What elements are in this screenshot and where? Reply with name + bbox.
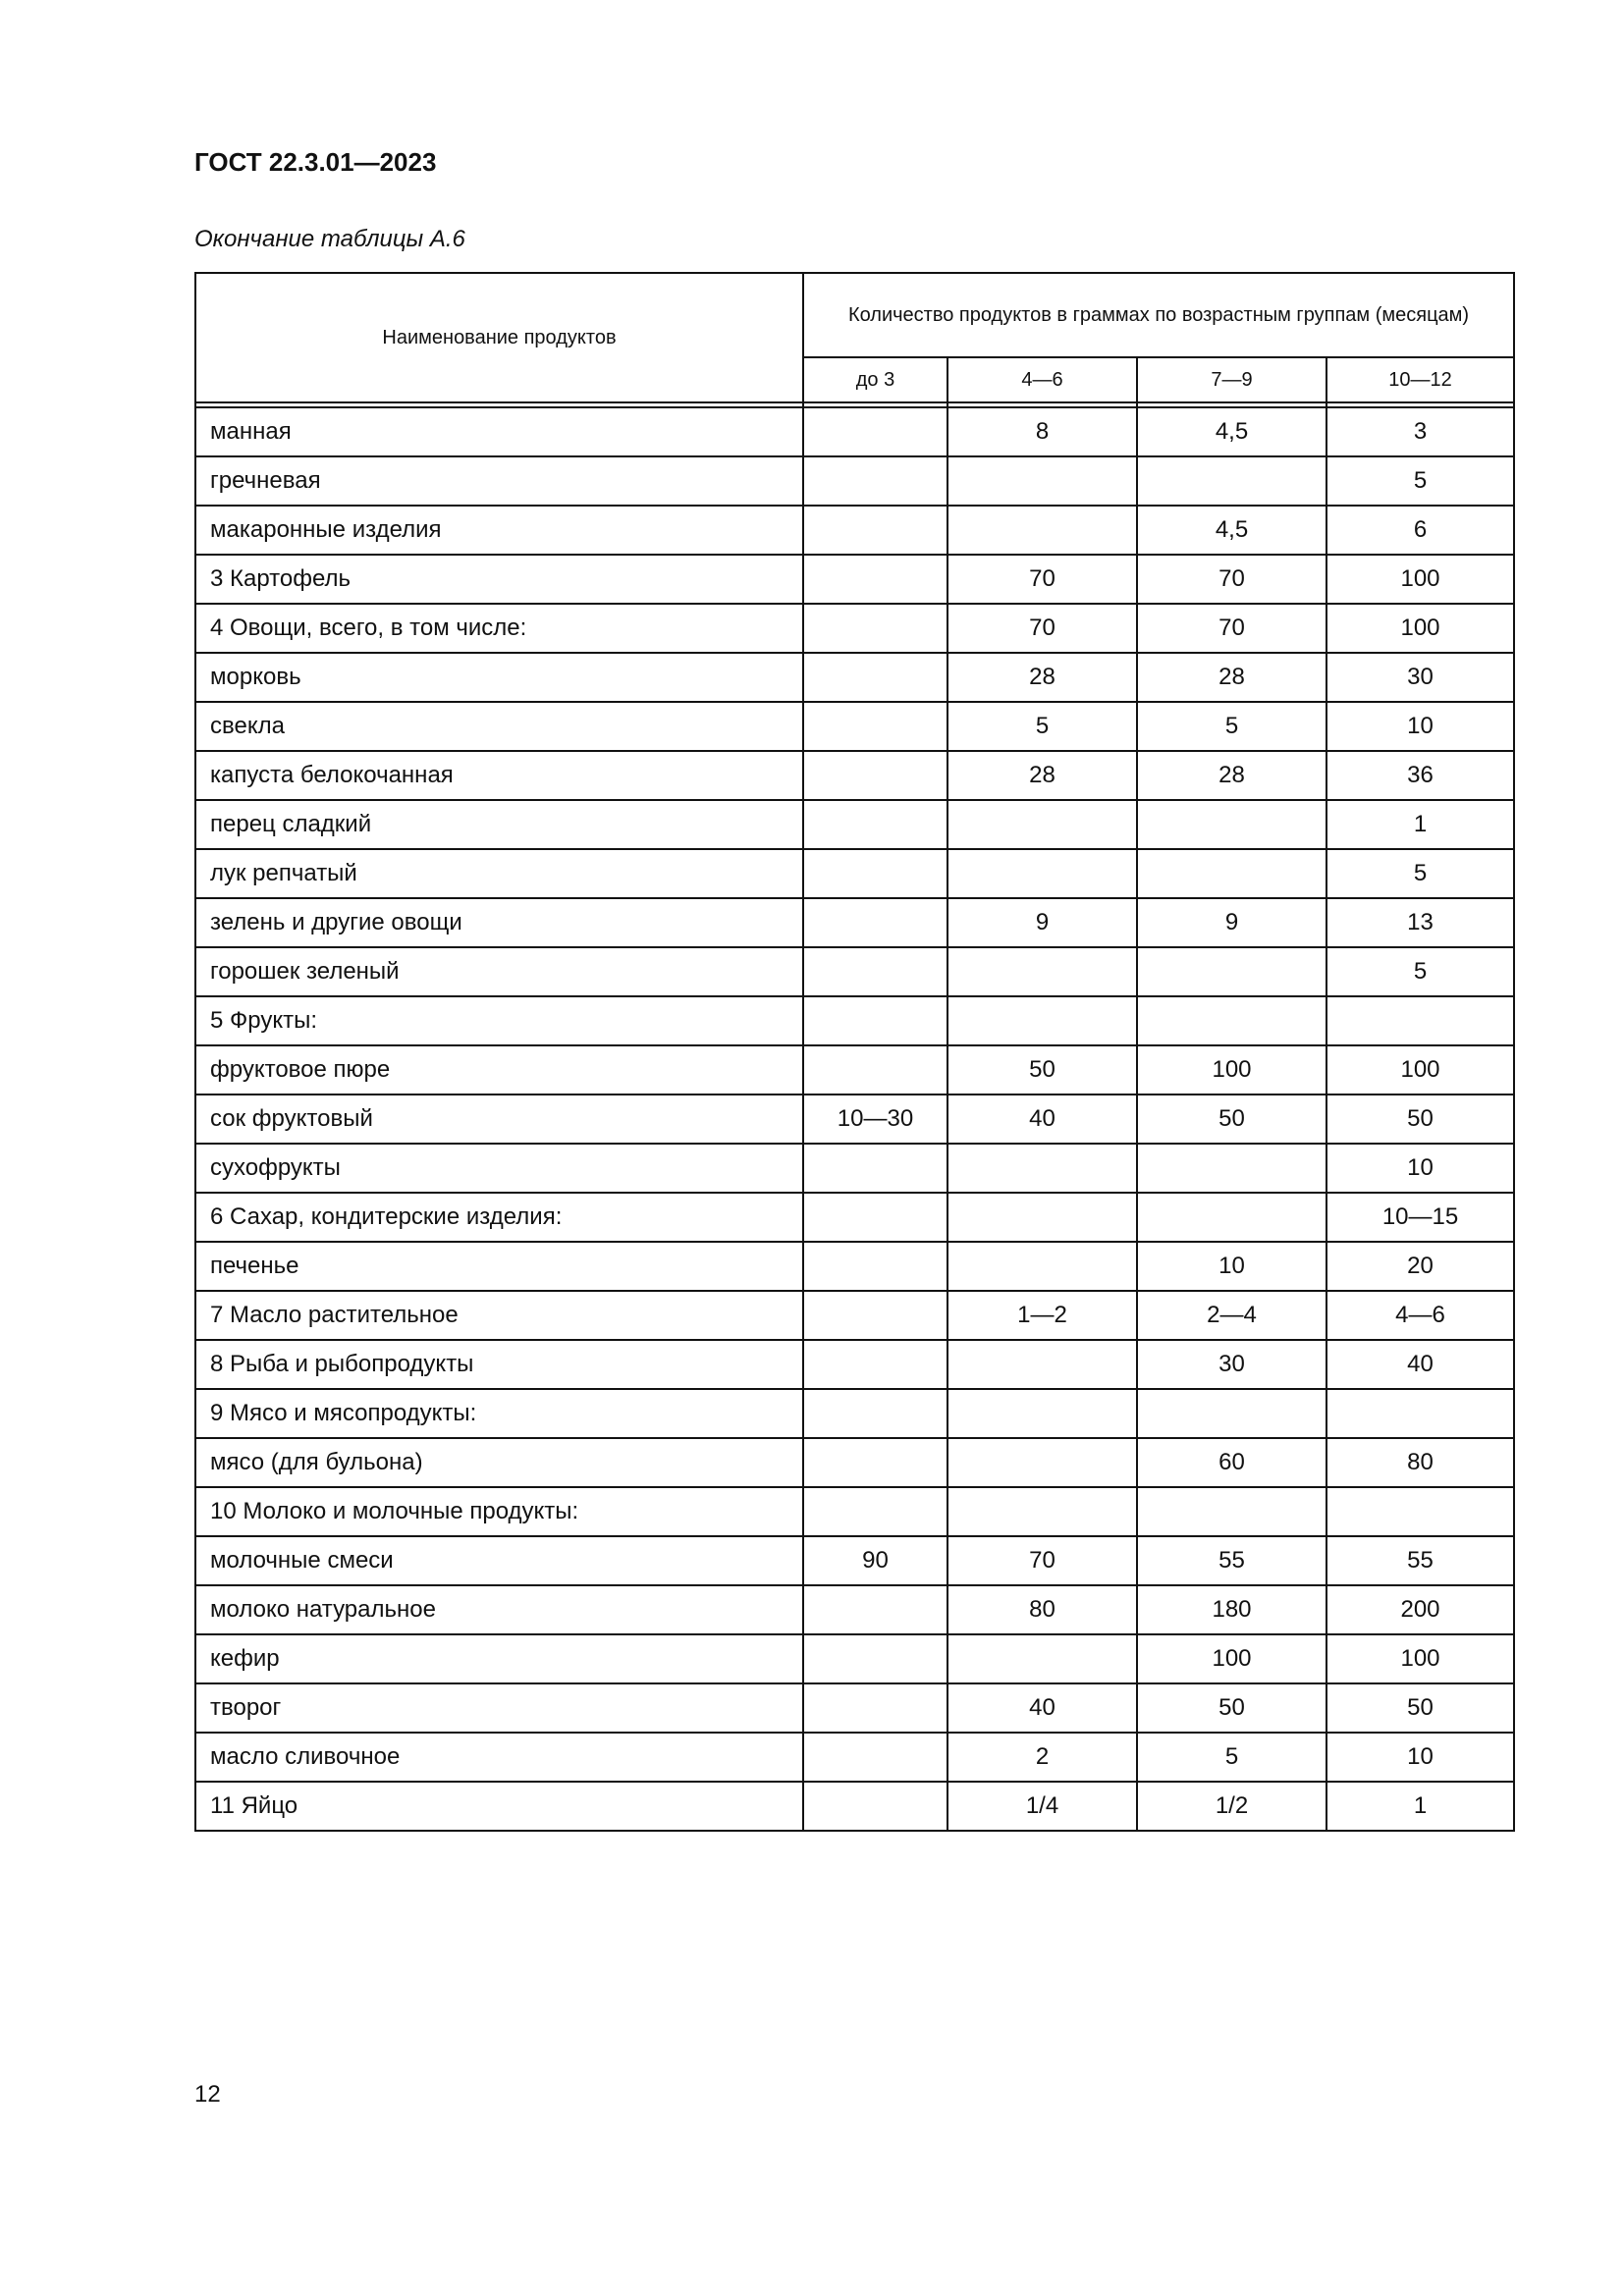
quantity-cell: 6 [1326,506,1514,555]
quantity-cell: 200 [1326,1585,1514,1634]
quantity-cell: 70 [947,555,1137,604]
quantity-cell [803,653,947,702]
product-name-cell: творог [195,1683,803,1733]
product-name-cell: печенье [195,1242,803,1291]
quantity-cell [1137,1144,1326,1193]
quantity-cell: 60 [1137,1438,1326,1487]
quantity-cell [803,1340,947,1389]
page-number: 12 [194,2081,221,2108]
table-row [195,1585,1514,1634]
product-name-cell: горошек зеленый [195,947,803,996]
quantity-cell [803,849,947,898]
quantity-cell: 55 [1137,1536,1326,1585]
product-name-cell: морковь [195,653,803,702]
quantity-cell [803,1291,947,1340]
table-row [195,653,1514,702]
quantity-cell: 5 [947,702,1137,751]
product-name-cell: 4 Овощи, всего, в том числе: [195,604,803,653]
quantity-cell: 1 [1326,800,1514,849]
quantity-cell: 50 [947,1045,1137,1095]
table-row [195,1095,1514,1144]
quantity-cell [1137,996,1326,1045]
quantity-cell: 1/4 [947,1782,1137,1831]
table-row [195,604,1514,653]
quantity-cell: 5 [1326,456,1514,506]
quantity-cell [803,604,947,653]
quantity-cell [1137,456,1326,506]
product-name-cell: фруктовое пюре [195,1045,803,1095]
product-name-cell: 8 Рыба и рыбопродукты [195,1340,803,1389]
quantity-cell: 100 [1326,1634,1514,1683]
quantity-cell: 50 [1326,1683,1514,1733]
product-name-cell: гречневая [195,456,803,506]
product-name-cell: зелень и другие овощи [195,898,803,947]
table-body [195,407,1514,1831]
age-group-header: Количество продуктов в граммах по возрастным группам (месяцам) [803,273,1514,357]
quantity-cell: 10—30 [803,1095,947,1144]
table-row [195,1683,1514,1733]
quantity-cell: 100 [1326,604,1514,653]
quantity-cell [803,751,947,800]
quantity-cell: 1—2 [947,1291,1137,1340]
quantity-cell: 10 [1326,1733,1514,1782]
quantity-cell: 28 [947,653,1137,702]
quantity-cell: 80 [1326,1438,1514,1487]
quantity-cell: 70 [947,604,1137,653]
quantity-cell [803,702,947,751]
table-row [195,555,1514,604]
table-row [195,947,1514,996]
quantity-cell: 5 [1326,849,1514,898]
quantity-cell [947,1340,1137,1389]
quantity-cell [803,898,947,947]
quantity-cell [803,1683,947,1733]
quantity-cell: 100 [1326,555,1514,604]
table-row [195,898,1514,947]
quantity-cell [803,1733,947,1782]
quantity-cell: 30 [1326,653,1514,702]
quantity-cell: 10 [1326,1144,1514,1193]
quantity-cell [947,849,1137,898]
quantity-cell [1137,800,1326,849]
quantity-cell: 20 [1326,1242,1514,1291]
product-name-cell: масло сливочное [195,1733,803,1782]
product-name-cell: лук репчатый [195,849,803,898]
product-name-cell: сухофрукты [195,1144,803,1193]
quantity-cell [1137,947,1326,996]
document-header: ГОСТ 22.3.01—2023 [194,147,437,177]
quantity-cell [1326,996,1514,1045]
quantity-cell: 5 [1137,702,1326,751]
quantity-cell: 70 [947,1536,1137,1585]
quantity-cell [803,800,947,849]
quantity-cell: 2 [947,1733,1137,1782]
table-row [195,1487,1514,1536]
quantity-cell: 36 [1326,751,1514,800]
product-name-cell: 9 Мясо и мясопродукты: [195,1389,803,1438]
quantity-cell [803,407,947,456]
quantity-cell: 10 [1137,1242,1326,1291]
quantity-cell: 100 [1326,1045,1514,1095]
products-table [194,272,1515,1832]
quantity-cell [803,1193,947,1242]
table-row [195,1782,1514,1831]
product-name-cell: 11 Яйцо [195,1782,803,1831]
table-caption: Окончание таблицы А.6 [194,226,465,252]
product-name-cell: капуста белокочанная [195,751,803,800]
quantity-cell: 50 [1326,1095,1514,1144]
quantity-cell [947,1144,1137,1193]
product-name-cell: 5 Фрукты: [195,996,803,1045]
quantity-cell: 10 [1326,702,1514,751]
quantity-cell [947,1634,1137,1683]
name-column-header: Наименование продуктов [195,273,803,402]
quantity-cell: 4—6 [1326,1291,1514,1340]
product-name-cell: макаронные изделия [195,506,803,555]
product-name-cell: 6 Сахар, кондитерские изделия: [195,1193,803,1242]
table-row [195,1438,1514,1487]
quantity-cell [803,1389,947,1438]
product-name-cell: свекла [195,702,803,751]
product-name-cell: 7 Масло растительное [195,1291,803,1340]
quantity-cell [947,1438,1137,1487]
quantity-cell [1326,1487,1514,1536]
quantity-cell: 40 [1326,1340,1514,1389]
quantity-cell [1137,1487,1326,1536]
quantity-cell: 2—4 [1137,1291,1326,1340]
quantity-cell [947,1193,1137,1242]
quantity-cell: 28 [1137,653,1326,702]
table-row [195,1045,1514,1095]
table-row [195,1389,1514,1438]
quantity-cell [803,1438,947,1487]
quantity-cell [803,1144,947,1193]
table-row [195,1733,1514,1782]
quantity-cell: 40 [947,1095,1137,1144]
table-row [195,1634,1514,1683]
quantity-cell [1137,1389,1326,1438]
quantity-cell: 180 [1137,1585,1326,1634]
quantity-cell [803,1487,947,1536]
quantity-cell: 40 [947,1683,1137,1733]
quantity-cell [803,506,947,555]
table-row [195,1242,1514,1291]
quantity-cell: 8 [947,407,1137,456]
quantity-cell [803,1242,947,1291]
quantity-cell: 4,5 [1137,506,1326,555]
product-name-cell: сок фруктовый [195,1095,803,1144]
product-name-cell: кефир [195,1634,803,1683]
quantity-cell: 4,5 [1137,407,1326,456]
quantity-cell [947,1389,1137,1438]
quantity-cell [947,456,1137,506]
product-name-cell: манная [195,407,803,456]
quantity-cell: 100 [1137,1045,1326,1095]
quantity-cell [947,1242,1137,1291]
product-name-cell: мясо (для бульона) [195,1438,803,1487]
quantity-cell: 90 [803,1536,947,1585]
table-row [195,1536,1514,1585]
table-row [195,800,1514,849]
quantity-cell: 10—15 [1326,1193,1514,1242]
table-row [195,702,1514,751]
quantity-cell [947,996,1137,1045]
table-row [195,407,1514,456]
quantity-cell: 9 [947,898,1137,947]
quantity-cell: 9 [1137,898,1326,947]
quantity-cell: 55 [1326,1536,1514,1585]
quantity-cell: 13 [1326,898,1514,947]
table-row [195,1144,1514,1193]
age-column-header: до 3 [803,357,947,402]
quantity-cell [947,947,1137,996]
table-row [195,751,1514,800]
quantity-cell: 30 [1137,1340,1326,1389]
quantity-cell: 28 [1137,751,1326,800]
age-column-header: 7—9 [1137,357,1326,402]
quantity-cell [803,947,947,996]
age-column-header: 4—6 [947,357,1137,402]
quantity-cell [803,1634,947,1683]
age-column-header: 10—12 [1326,357,1514,402]
product-name-cell: молочные смеси [195,1536,803,1585]
quantity-cell: 5 [1137,1733,1326,1782]
quantity-cell [803,555,947,604]
quantity-cell [803,1585,947,1634]
quantity-cell: 1/2 [1137,1782,1326,1831]
quantity-cell: 5 [1326,947,1514,996]
quantity-cell: 28 [947,751,1137,800]
quantity-cell: 70 [1137,604,1326,653]
quantity-cell: 50 [1137,1095,1326,1144]
product-name-cell: перец сладкий [195,800,803,849]
product-name-cell: 3 Картофель [195,555,803,604]
product-name-cell: 10 Молоко и молочные продукты: [195,1487,803,1536]
quantity-cell [803,1045,947,1095]
table-row [195,849,1514,898]
table-row [195,456,1514,506]
quantity-cell: 80 [947,1585,1137,1634]
table-row [195,1291,1514,1340]
quantity-cell [1137,849,1326,898]
table-row [195,996,1514,1045]
quantity-cell [803,1782,947,1831]
table-row [195,1340,1514,1389]
quantity-cell [1137,1193,1326,1242]
quantity-cell [803,996,947,1045]
quantity-cell [947,1487,1137,1536]
quantity-cell [1326,1389,1514,1438]
quantity-cell: 50 [1137,1683,1326,1733]
quantity-cell: 1 [1326,1782,1514,1831]
table-row [195,506,1514,555]
quantity-cell [947,506,1137,555]
quantity-cell: 70 [1137,555,1326,604]
quantity-cell [803,456,947,506]
quantity-cell: 100 [1137,1634,1326,1683]
quantity-cell [947,800,1137,849]
product-name-cell: молоко натуральное [195,1585,803,1634]
quantity-cell: 3 [1326,407,1514,456]
table-row [195,1193,1514,1242]
